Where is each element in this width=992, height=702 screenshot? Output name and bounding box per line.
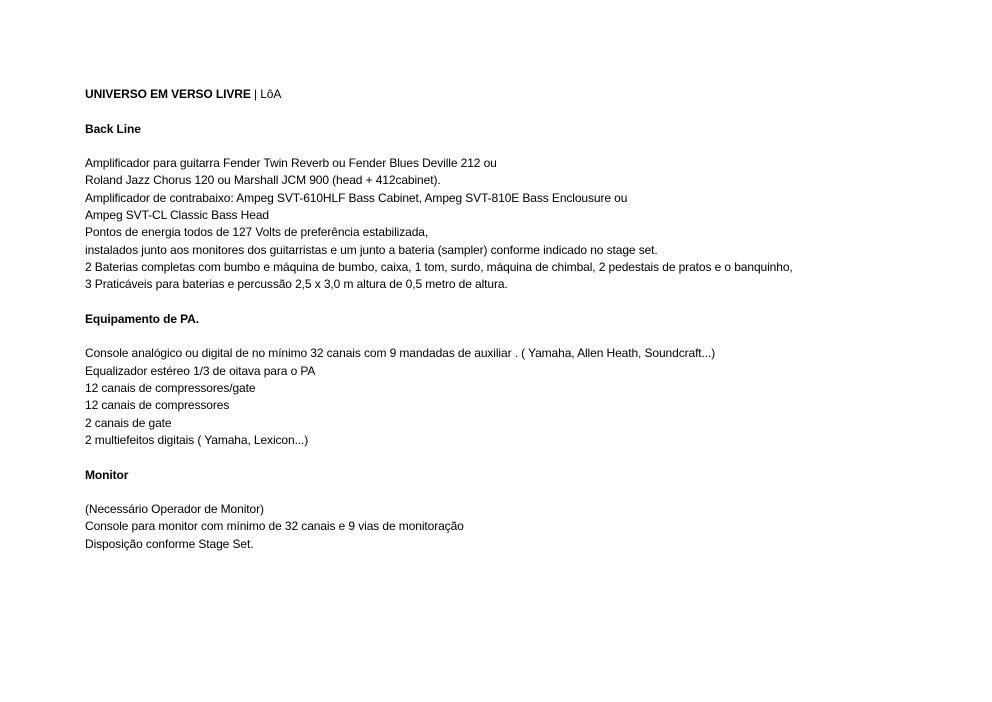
text-line: Ampeg SVT-CL Classic Bass Head (85, 208, 269, 223)
section-heading-monitor: Monitor (85, 467, 129, 482)
text-line: 3 Praticáveis para baterias e percussão 2,5 x 3,0 m altura de 0,5 metro de altura. (85, 277, 508, 292)
text-line: Roland Jazz Chorus 120 ou Marshall JCM 900 (head + 412cabinet). (85, 173, 441, 188)
text-line: instalados junto aos monitores dos guitarristas e um junto a bateria (sampler) conforme indicado no stage set. (85, 242, 658, 257)
section-body-pa (85, 345, 965, 449)
document-page (85, 86, 965, 553)
text-line: 2 multiefeitos digitais ( Yamaha, Lexicon...) (85, 432, 309, 447)
section-body-back-line (85, 155, 965, 293)
section-heading-pa: Equipamento de PA. (85, 311, 199, 326)
text-line: 12 canais de compressores/gate (85, 381, 256, 396)
text-line: 2 Baterias completas com bumbo e máquina de bumbo, caixa, 1 tom, surdo, máquina de chimbal, 2 pedestais de pratos e o banquinho, (85, 259, 793, 274)
title-main: UNIVERSO EM VERSO LIVRE (85, 87, 251, 101)
text-line: Console para monitor com mínimo de 32 canais e 9 vias de monitoração (85, 519, 464, 534)
text-line: (Necessário Operador de Monitor) (85, 502, 264, 517)
text-line: Amplificador de contrabaixo: Ampeg SVT-610HLF Bass Cabinet, Ampeg SVT-810E Bass Enclousure ou (85, 190, 628, 205)
text-line: Console analógico ou digital de no mínimo 32 canais com 9 mandadas de auxiliar . ( Yamaha, Allen Heath, Soundcraft...) (85, 346, 716, 361)
text-line: Pontos de energia todos de 127 Volts de preferência estabilizada, (85, 225, 429, 240)
text-line: Equalizador estéreo 1/3 de oitava para o PA (85, 363, 316, 378)
title-separator: | (250, 87, 261, 101)
document-title (85, 86, 965, 103)
text-line: 2 canais de gate (85, 415, 172, 430)
text-line: 12 canais de compressores (85, 398, 230, 413)
text-line: Disposição conforme Stage Set. (85, 536, 254, 551)
text-line: Amplificador para guitarra Fender Twin Reverb ou Fender Blues Deville 212 ou (85, 156, 497, 171)
section-heading-back-line: Back Line (85, 121, 141, 136)
title-artist: LôA (260, 87, 282, 101)
section-body-monitor (85, 501, 965, 553)
